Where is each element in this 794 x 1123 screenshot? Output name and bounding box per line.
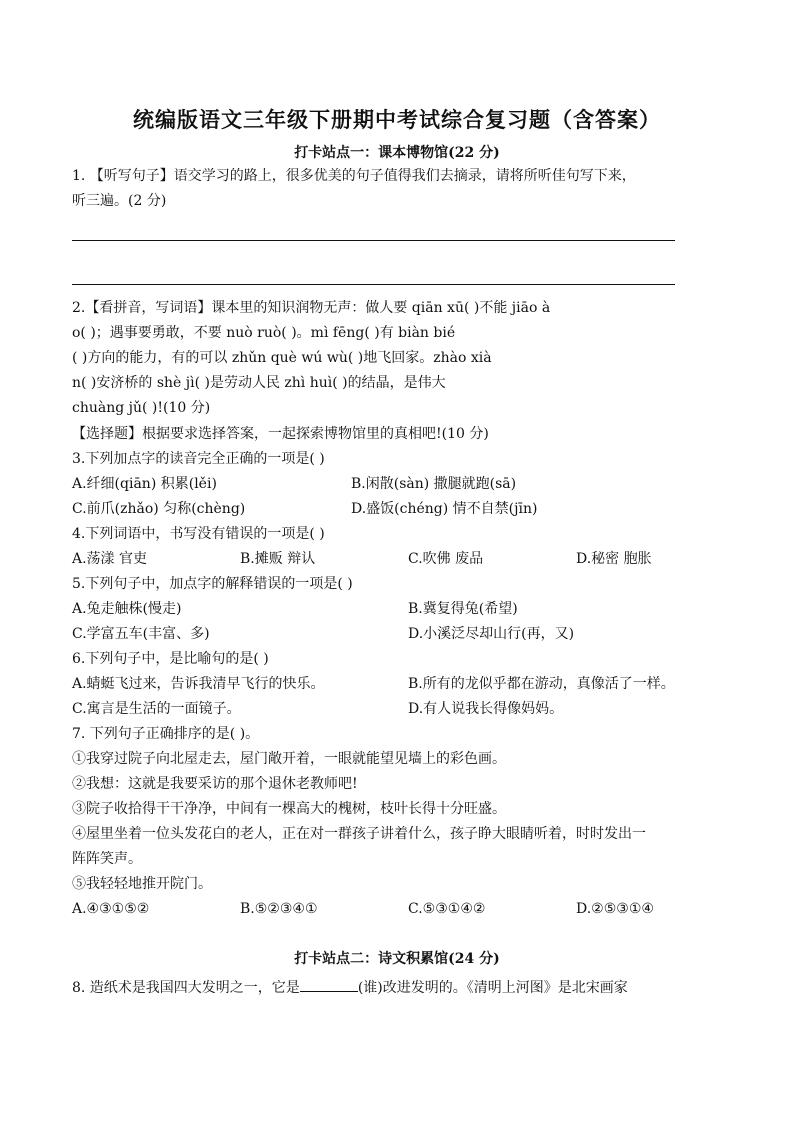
question-3-option-d[interactable]: D.盛饭(chéng) 情不自禁(jīn)	[351, 501, 538, 517]
question-7-option-b[interactable]: B.⑤②③④①	[240, 901, 318, 917]
question-8-text-before: 8. 造纸术是我国四大发明之一，它是	[72, 980, 300, 996]
question-7-sentence-1: ①我穿过院子向北屋走去，屋门敞开着，一眼就能望见墙上的彩色画。	[72, 751, 506, 767]
question-3-option-b[interactable]: B.闲散(sàn) 撒腿就跑(sā)	[351, 476, 517, 492]
question-2-line-1: 2.【看拼音，写词语】课本里的知识润物无声：做人要 qiān xū( )不能 jiāo à	[72, 300, 551, 316]
question-7-sentence-5: ⑤我轻轻地推开院门。	[72, 876, 212, 892]
question-5-option-b[interactable]: B.冀复得兔(希望)	[408, 601, 518, 617]
question-7-sentence-3: ③院子收拾得干干净净，中间有一棵高大的槐树，枝叶长得十分旺盛。	[72, 801, 506, 817]
answer-line-1[interactable]	[72, 240, 675, 241]
question-1-line-1: 1. 【听写句子】语交学习的路上，很多优美的句子值得我们去摘录，请将所听佳句写下来，	[72, 168, 636, 184]
question-5-option-a[interactable]: A.兔走触株(慢走)	[72, 601, 182, 617]
choice-section-intro: 【选择题】根据要求选择答案，一起探索博物馆里的真相吧!(10 分)	[72, 426, 489, 442]
question-4-option-d[interactable]: D.秘密 胞胀	[576, 551, 652, 567]
question-8-line-1	[72, 977, 732, 998]
question-7-option-c[interactable]: C.⑤③①④②	[408, 901, 486, 917]
question-3-option-c[interactable]: C.前爪(zhǎo) 匀称(chèng)	[72, 501, 246, 517]
question-5-option-d[interactable]: D.小溪泛尽却山行(再，又)	[408, 626, 575, 642]
question-7-sentence-2: ②我想：这就是我要采访的那个退休老教师吧!	[72, 776, 358, 792]
question-2-line-3: ( )方向的能力，有的可以 zhǔn què wú wù( )地飞回家。zhào xià	[72, 350, 492, 366]
question-6-option-d[interactable]: D.有人说我长得像妈妈。	[408, 701, 564, 717]
question-2-line-2: o( )；遇事要勇敢，不要 nuò ruò( )。mì fēng( )有 biàn bié	[72, 325, 456, 341]
question-6-option-c[interactable]: C.寓言是生活的一面镜子。	[72, 701, 241, 717]
question-2-line-4: n( )安济桥的 shè jì( )是劳动人民 zhì huì( )的结晶，是伟大	[72, 375, 446, 391]
question-3-stem: 3.下列加点字的读音完全正确的一项是( )	[72, 451, 325, 467]
question-7-option-d[interactable]: D.②⑤③①④	[576, 901, 654, 917]
page-title: 统编版语文三年级下册期中考试综合复习题（含答案）	[133, 107, 661, 132]
question-7-sentence-4: ④屋里坐着一位头发花白的老人，正在对一群孩子讲着什么，孩子睁大眼睛听着，时时发出一	[72, 826, 646, 842]
section-two-heading: 打卡站点二：诗文积累馆(24 分)	[294, 951, 500, 967]
question-6-option-a[interactable]: A.蜻蜓飞过来，告诉我清早飞行的快乐。	[72, 676, 325, 692]
question-4-option-b[interactable]: B.摊贩 辩认	[240, 551, 316, 567]
section-one-heading: 打卡站点一：课本博物馆(22 分)	[294, 145, 500, 161]
question-5-stem: 5.下列句子中，加点字的解释错误的一项是( )	[72, 576, 353, 592]
question-7-stem: 7. 下列句子正确排序的是( )。	[72, 726, 260, 742]
question-3-option-a[interactable]: A.纤细(qiān) 积累(lěi)	[72, 476, 217, 492]
answer-line-2[interactable]	[72, 284, 675, 285]
question-5-option-c[interactable]: C.学富五车(丰富、多)	[72, 626, 210, 642]
question-4-stem: 4.下列词语中，书写没有错误的一项是( )	[72, 526, 325, 542]
question-6-stem: 6.下列句子中，是比喻句的是( )	[72, 651, 269, 667]
question-6-option-b[interactable]: B.所有的龙似乎都在游动，真像活了一样。	[408, 676, 675, 692]
question-8-text-after: (谁)改进发明的。《清明上河图》是北宋画家	[357, 980, 628, 996]
question-4-option-c[interactable]: C.吹佛 废品	[408, 551, 484, 567]
question-7-option-a[interactable]: A.④③①⑤②	[72, 901, 150, 917]
question-1-line-2: 听三遍。(2 分)	[72, 193, 167, 209]
question-2-line-5: chuàng jǔ( )!(10 分)	[72, 400, 211, 416]
question-7-sentence-4-cont: 阵阵笑声。	[72, 851, 142, 867]
question-4-option-a[interactable]: A.荡漾 官吏	[72, 551, 148, 567]
question-8-blank[interactable]	[300, 977, 358, 992]
